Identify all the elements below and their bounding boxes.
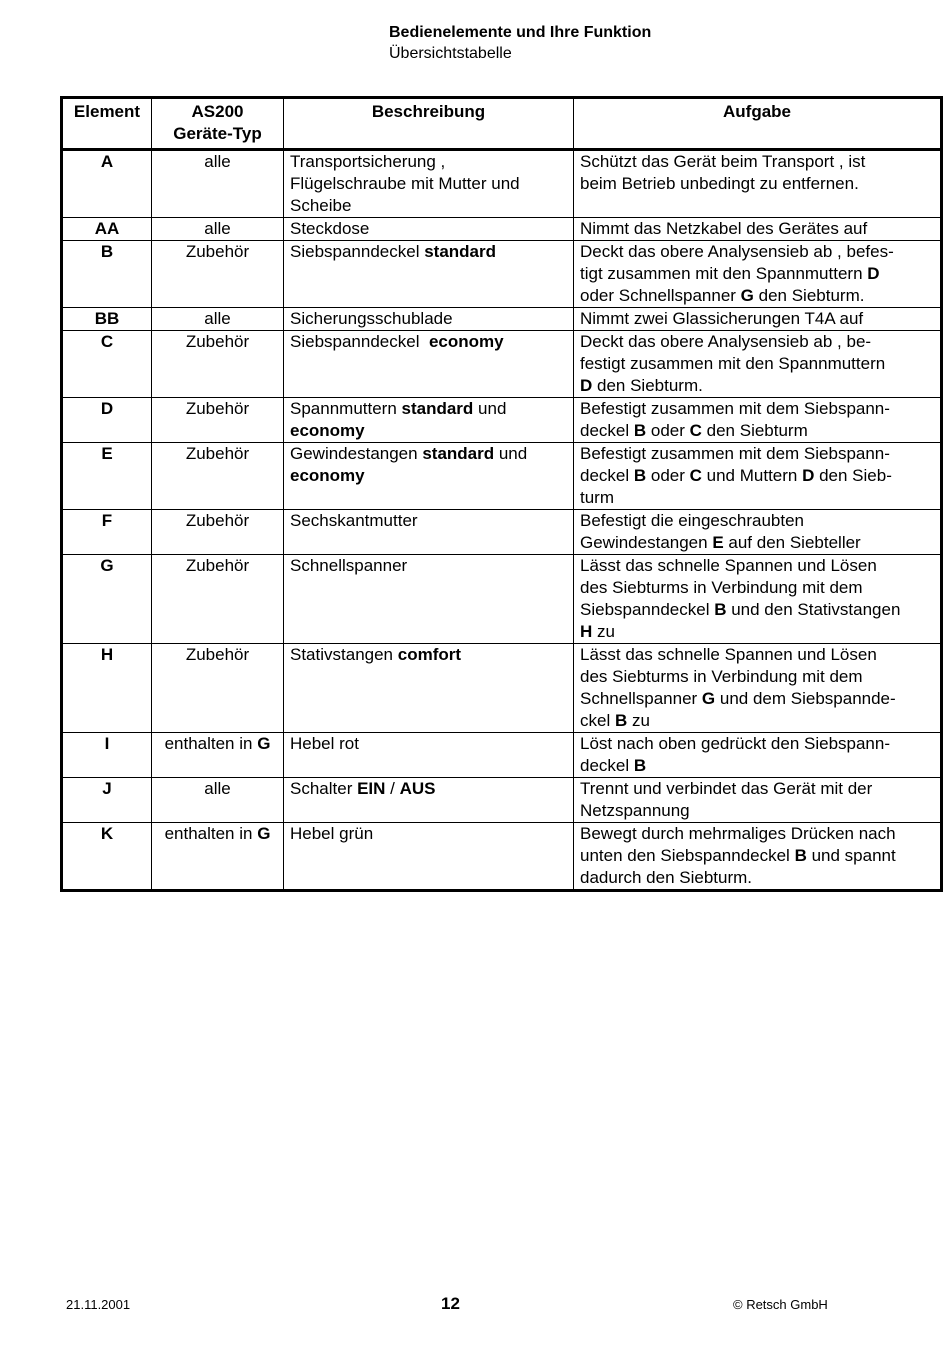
table-row xyxy=(62,150,942,218)
element-cell: BB xyxy=(62,308,152,331)
beschreibung-cell: Schalter EIN / AUS xyxy=(284,778,574,823)
table-row xyxy=(62,241,942,308)
beschreibung-cell: Siebspanndeckel standard xyxy=(284,241,574,308)
element-cell: D xyxy=(62,398,152,443)
geraete-typ-cell: Zubehör xyxy=(152,331,284,398)
geraete-typ-cell: Zubehör xyxy=(152,241,284,308)
table-row xyxy=(62,331,942,398)
beschreibung-cell: Steckdose xyxy=(284,218,574,241)
footer-date: 21.11.2001 xyxy=(66,1297,131,1312)
element-cell: E xyxy=(62,443,152,510)
geraete-typ-cell: alle xyxy=(152,218,284,241)
geraete-typ-cell: alle xyxy=(152,308,284,331)
aufgabe-cell: Nimmt zwei Glassicherungen T4A auf xyxy=(574,308,942,331)
aufgabe-cell: Lässt das schnelle Spannen und Lösen des Siebturms in Verbindung mit dem Siebspanndeckel B und den Stativstangen H zu xyxy=(574,555,942,644)
table-row xyxy=(62,555,942,644)
element-cell: I xyxy=(62,733,152,778)
column-header-aufgabe: Aufgabe xyxy=(574,98,942,150)
column-header-geraete-typ: AS200 Geräte-Typ xyxy=(152,98,284,150)
geraete-typ-cell: enthalten in G xyxy=(152,733,284,778)
beschreibung-cell: Schnellspanner xyxy=(284,555,574,644)
geraete-typ-cell: Zubehör xyxy=(152,398,284,443)
table-row xyxy=(62,308,942,331)
element-cell: C xyxy=(62,331,152,398)
table-header-row xyxy=(62,98,942,150)
aufgabe-cell: Löst nach oben gedrückt den Siebspann- deckel B xyxy=(574,733,942,778)
geraete-typ-cell: enthalten in G xyxy=(152,823,284,891)
geraete-typ-cell: Zubehör xyxy=(152,510,284,555)
table-row xyxy=(62,644,942,733)
column-header-beschreibung: Beschreibung xyxy=(284,98,574,150)
element-cell: K xyxy=(62,823,152,891)
geraete-typ-cell: Zubehör xyxy=(152,443,284,510)
beschreibung-cell: Sechskantmutter xyxy=(284,510,574,555)
element-cell: B xyxy=(62,241,152,308)
table-row xyxy=(62,778,942,823)
table-body xyxy=(62,150,942,891)
aufgabe-cell: Befestigt zusammen mit dem Siebspann- deckel B oder C und Muttern D den Sieb- turm xyxy=(574,443,942,510)
element-cell: H xyxy=(62,644,152,733)
aufgabe-cell: Deckt das obere Analysensieb ab , befes- tigt zusammen mit den Spannmuttern D oder Schnellspanner G den Siebturm. xyxy=(574,241,942,308)
table-row xyxy=(62,733,942,778)
page-header xyxy=(389,22,651,64)
beschreibung-cell: Stativstangen comfort xyxy=(284,644,574,733)
table-row xyxy=(62,823,942,891)
beschreibung-cell: Hebel rot xyxy=(284,733,574,778)
geraete-typ-cell: alle xyxy=(152,778,284,823)
element-cell: F xyxy=(62,510,152,555)
geraete-typ-cell: alle xyxy=(152,150,284,218)
element-cell: AA xyxy=(62,218,152,241)
page-title: Bedienelemente und Ihre Funktion xyxy=(389,24,652,41)
page-subtitle: Übersichtstabelle xyxy=(389,45,512,62)
element-cell: G xyxy=(62,555,152,644)
beschreibung-cell: Hebel grün xyxy=(284,823,574,891)
aufgabe-cell: Trennt und verbindet das Gerät mit der Netzspannung xyxy=(574,778,942,823)
beschreibung-cell: Spannmuttern standard und economy xyxy=(284,398,574,443)
element-cell: J xyxy=(62,778,152,823)
aufgabe-cell: Bewegt durch mehrmaliges Drücken nach unten den Siebspanndeckel B und spannt dadurch den Siebturm. xyxy=(574,823,942,891)
geraete-typ-cell: Zubehör xyxy=(152,555,284,644)
aufgabe-cell: Befestigt die eingeschraubten Gewindestangen E auf den Siebteller xyxy=(574,510,942,555)
aufgabe-cell: Nimmt das Netzkabel des Gerätes auf xyxy=(574,218,942,241)
table-row xyxy=(62,443,942,510)
overview-table xyxy=(60,96,943,892)
aufgabe-cell: Deckt das obere Analysensieb ab , be- festigt zusammen mit den Spannmuttern D den Siebturm. xyxy=(574,331,942,398)
table-row xyxy=(62,398,942,443)
element-cell: A xyxy=(62,150,152,218)
geraete-typ-cell: Zubehör xyxy=(152,644,284,733)
footer-copyright: © Retsch GmbH xyxy=(733,1297,828,1312)
beschreibung-cell: Sicherungsschublade xyxy=(284,308,574,331)
beschreibung-cell: Siebspanndeckel economy xyxy=(284,331,574,398)
aufgabe-cell: Befestigt zusammen mit dem Siebspann- deckel B oder C den Siebturm xyxy=(574,398,942,443)
page-number: 12 xyxy=(441,1294,460,1313)
beschreibung-cell: Gewindestangen standard und economy xyxy=(284,443,574,510)
column-header-element: Element xyxy=(62,98,152,150)
beschreibung-cell: Transportsicherung , Flügelschraube mit Mutter und Scheibe xyxy=(284,150,574,218)
aufgabe-cell: Lässt das schnelle Spannen und Lösen des Siebturms in Verbindung mit dem Schnellspanner G und dem Siebspannde- ckel B zu xyxy=(574,644,942,733)
table-row xyxy=(62,510,942,555)
aufgabe-cell: Schützt das Gerät beim Transport , ist beim Betrieb unbedingt zu entfernen. xyxy=(574,150,942,218)
table-row xyxy=(62,218,942,241)
